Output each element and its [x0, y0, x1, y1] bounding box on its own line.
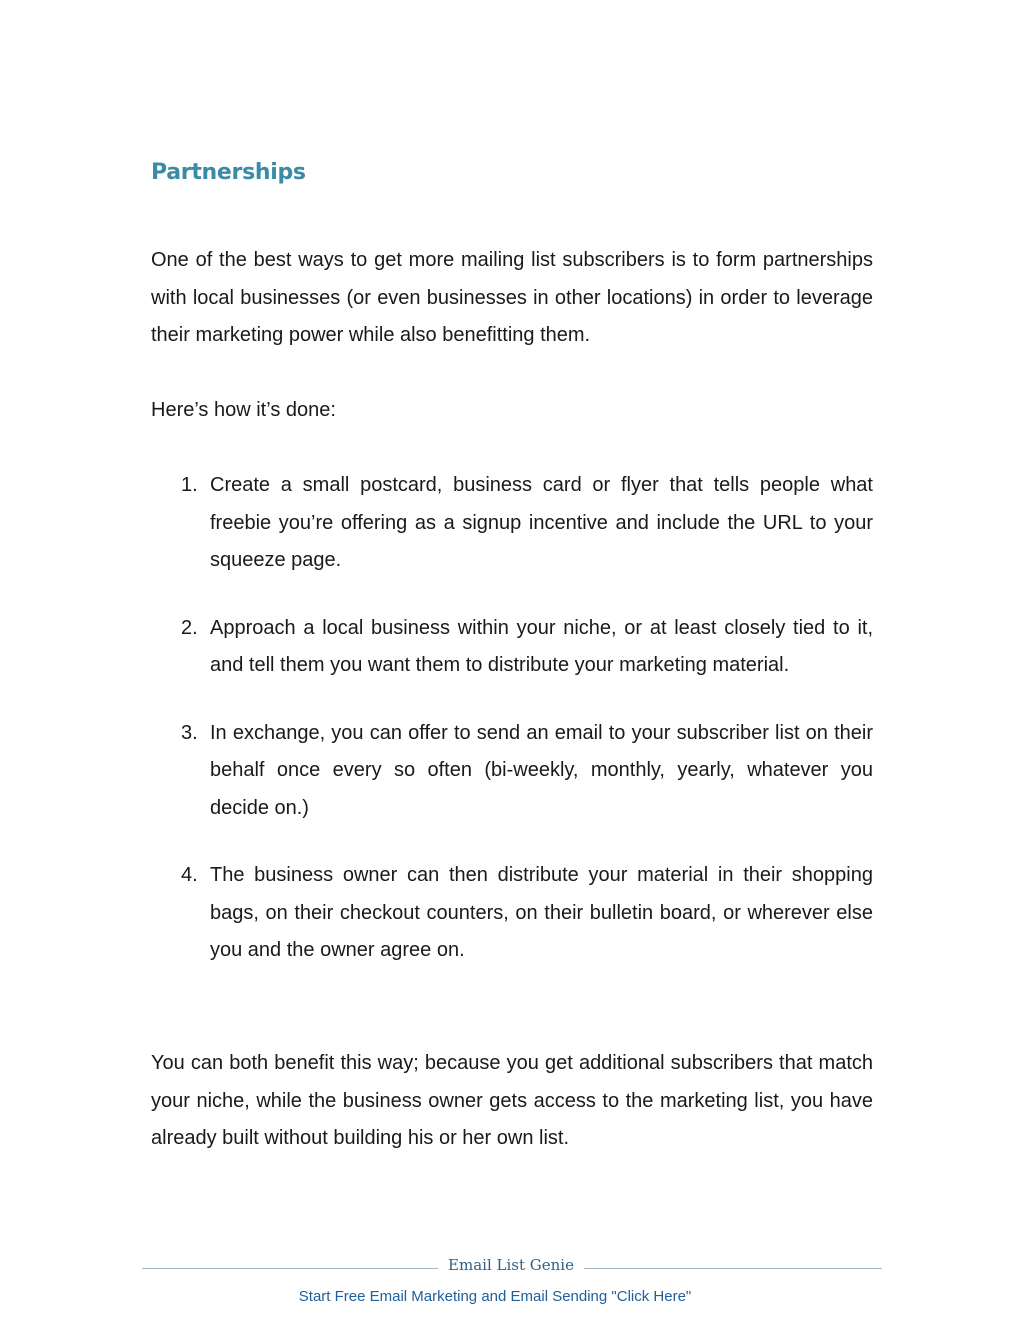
- list-item: [151, 467, 873, 580]
- list-item-text: Create a small postcard, business card or flyer that tells people what freebie you’re offering as a signup incentive and include the URL to your squeeze page.: [210, 474, 873, 571]
- section-heading: Partnerships: [151, 160, 306, 185]
- conclusion-paragraph: You can both benefit this way; because you get additional subscribers that match your niche, while the business owner gets access to the marketing list, you have already built without building his or her own list.: [151, 1052, 873, 1149]
- list-item-number: 4.: [181, 864, 198, 886]
- steps-list: [151, 467, 873, 1000]
- list-item: [151, 857, 873, 970]
- footer-brand: Email List Genie: [448, 1256, 574, 1274]
- list-item-text: In exchange, you can offer to send an email to your subscriber list on their behalf once every so often (bi-weekly, monthly, yearly, whatever you decide on.): [210, 721, 873, 819]
- list-item-text: The business owner can then distribute your material in their shopping bags, on their checkout counters, on their bulletin board, or wherever else you and the owner agree on.: [210, 864, 873, 961]
- list-item-number: 1.: [181, 474, 198, 496]
- lead-in-paragraph: Here’s how it’s done:: [151, 399, 336, 421]
- list-item-text: Approach a local business within your niche, or at least closely tied to it, and tell them you want them to distribute your marketing material.: [210, 616, 873, 676]
- footer-signup-link[interactable]: Start Free Email Marketing and Email Sending "Click Here": [298, 1288, 692, 1305]
- footer-rule-right: [584, 1268, 882, 1269]
- footer-rule-left: [142, 1268, 438, 1269]
- list-item: [151, 715, 873, 828]
- list-item-number: 3.: [181, 721, 198, 744]
- list-item-number: 2.: [181, 616, 198, 639]
- intro-paragraph: One of the best ways to get more mailing list subscribers is to form partnerships with local businesses (or even businesses in other locations) in order to leverage their marketing power while also benefitting them.: [151, 249, 873, 346]
- list-item: [151, 610, 873, 685]
